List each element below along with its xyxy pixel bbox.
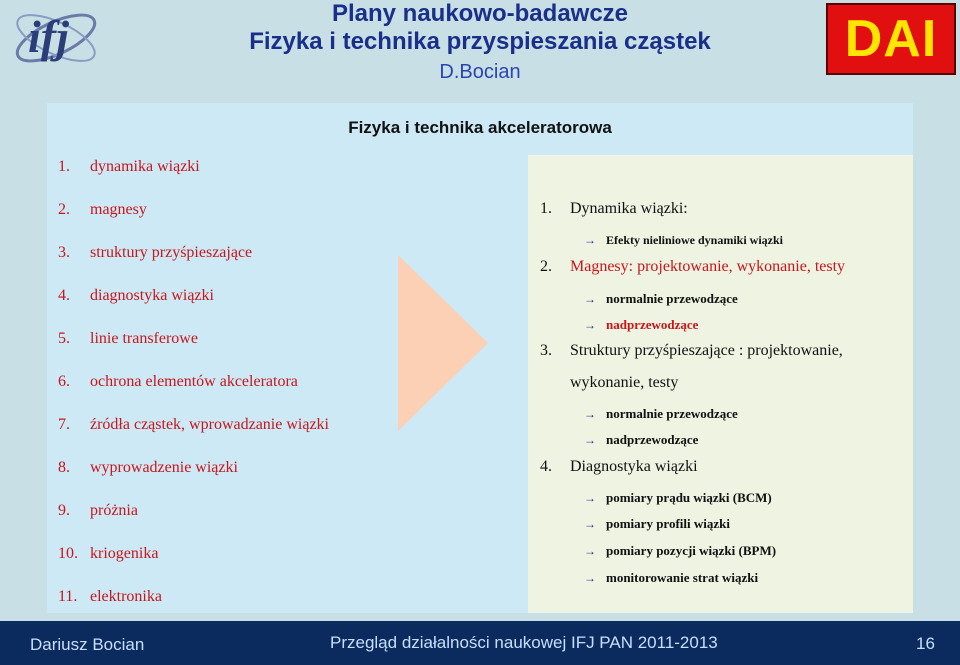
arrow-icon: → [584, 544, 596, 558]
arrow-icon: → [584, 517, 596, 531]
list-item: 7. źródła cząstek, wprowadzanie wiązki [58, 416, 329, 433]
arrow-icon: → [584, 318, 596, 332]
arrow-icon: → [584, 292, 596, 306]
list-item: 10. kriogenika [58, 545, 159, 562]
list-item: 6. ochrona elementów akceleratora [58, 373, 298, 390]
sub-item: → pomiary pozycji wiązki (BPM) [570, 543, 776, 559]
sub-item: → nadprzewodzące [570, 317, 698, 333]
panel-title: Fizyka i technika akceleratorowa [348, 118, 612, 137]
triangle-arrow-icon [398, 255, 490, 436]
footer-title: Przegląd działalności naukowej IFJ PAN 2011-2013 [330, 633, 718, 652]
arrow-icon: → [584, 571, 596, 585]
list-item: 3. struktury przyśpieszające [58, 244, 253, 261]
section-heading: 4. Diagnostyka wiązki [540, 458, 698, 475]
arrow-icon: → [584, 433, 596, 447]
author-name: D.Bocian [439, 61, 521, 83]
sub-item: → normalnie przewodzące [570, 291, 738, 307]
list-item: 1. dynamika wiązki [58, 158, 200, 175]
list-item: 4. diagnostyka wiązki [58, 287, 214, 304]
arrow-icon: → [584, 233, 596, 247]
list-item: 5. linie transferowe [58, 330, 198, 347]
list-item: 2. magnesy [58, 201, 147, 218]
dai-badge: DAI [826, 3, 956, 75]
footer-author: Dariusz Bocian [30, 635, 145, 654]
section-heading-continued: wykonanie, testy [570, 374, 679, 391]
sub-item: → Efekty nieliniowe dynamiki wiązki [570, 233, 783, 248]
sub-item: → monitorowanie strat wiązki [570, 570, 758, 586]
page-number: 16 [916, 634, 935, 653]
list-item: 9. próżnia [58, 502, 138, 519]
list-item: 8. wyprowadzenie wiązki [58, 459, 238, 476]
section-heading: 2. Magnesy: projektowanie, wykonanie, testy [540, 258, 846, 275]
svg-text:ifj: ifj [28, 11, 69, 62]
section-heading: 1. Dynamika wiązki: [540, 200, 688, 217]
arrow-icon: → [584, 407, 596, 421]
page-title: Plany naukowo-badawcze [331, 0, 629, 27]
section-heading: 3. Struktury przyśpieszające : projektowanie, [540, 342, 843, 359]
sub-item: → normalnie przewodzące [570, 406, 738, 422]
page-subtitle: Fizyka i technika przyspieszania cząstek [249, 28, 711, 55]
arrow-icon: → [584, 491, 596, 505]
ifj-logo [10, 2, 102, 74]
list-item: 11. elektronika [58, 588, 162, 605]
sub-item: → nadprzewodzące [570, 432, 698, 448]
sub-item: → pomiary profili wiązki [570, 516, 730, 532]
sub-item: → pomiary prądu wiązki (BCM) [570, 490, 772, 506]
